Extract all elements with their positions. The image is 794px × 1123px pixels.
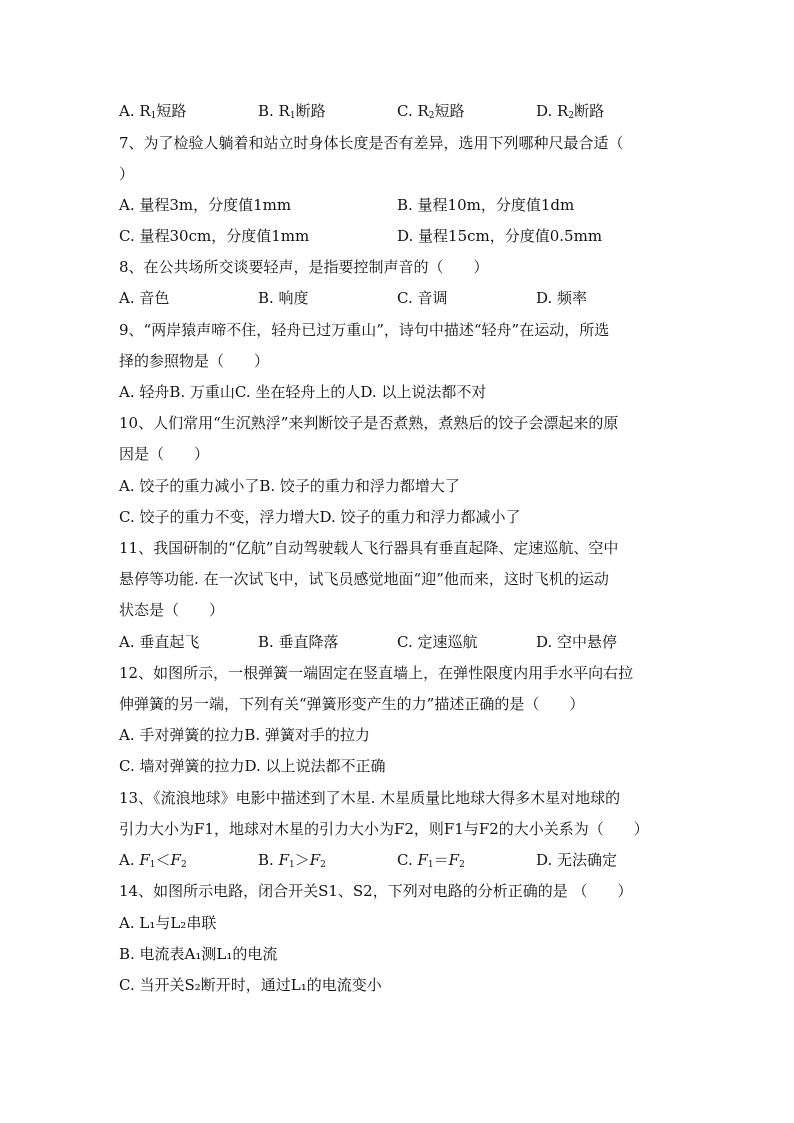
question-13-cont: 引力大小为F1，地球对木星的引力大小为F2，则F1与F2的大小关系为（ ）: [119, 820, 649, 838]
question-13: 13、《流浪地球》电影中描述到了木星. 木星质量比地球大得多木星对地球的: [119, 789, 621, 807]
option-d: D. $R_2$断路: [536, 102, 605, 121]
option-c: C. $R_2$短路: [397, 102, 465, 121]
option-c: C. 量程30cm，分度值1mm: [119, 227, 310, 245]
option-a: A. $R_1$短路: [119, 102, 187, 121]
q12-options-2: C. 墙对弹簧的拉力D. 以上说法都不正确: [119, 757, 386, 775]
q14-option-a: A. L₁与L₂串联: [119, 914, 217, 932]
question-7-cont: ）: [119, 165, 135, 183]
option-d: D. 量程15cm，分度值0.5mm: [397, 227, 603, 245]
question-12-cont: 伸弹簧的另一端，下列有关“弹簧形变产生的力”描述正确的是（ ）: [119, 695, 585, 713]
question-14: 14、如图所示电路，闭合开关S1、S2，下列对电路的分析正确的是 （ ）: [119, 882, 633, 900]
q14-option-c: C. 当开关S₂断开时，通过L₁的电流变小: [119, 976, 382, 994]
question-11: 11、我国研制的“亿航”自动驾驶载人飞行器具有垂直起降、定速巡航、空中: [119, 539, 619, 557]
question-8: 8、在公共场所交谈要轻声，是指要控制声音的（ ）: [119, 258, 489, 276]
question-10-cont: 因是（ ）: [119, 445, 210, 463]
question-10: 10、人们常用“生沉熟浮”来判断饺子是否煮熟，煮熟后的饺子会漂起来的原: [119, 414, 619, 432]
option-a: A. 音色: [119, 289, 170, 307]
question-12: 12、如图所示，一根弹簧一端固定在竖直墙上，在弹性限度内用手水平向右拉: [119, 664, 634, 682]
option-d: D. 空中悬停: [536, 633, 618, 651]
option-a: A. $F_1<F_2$: [119, 851, 187, 870]
option-b: B. $R_1$断路: [258, 102, 326, 121]
question-9-cont: 择的参照物是（ ）: [119, 352, 270, 370]
q10-options-1: A. 饺子的重力减小了B. 饺子的重力和浮力都增大了: [119, 477, 460, 495]
option-d: D. 频率: [536, 289, 588, 307]
question-9: 9、“两岸猿声啼不住，轻舟已过万重山”，诗句中描述“轻舟”在运动，所选: [119, 321, 610, 339]
option-a: A. 量程3m，分度值1mm: [119, 196, 292, 214]
q10-options-2: C. 饺子的重力不变，浮力增大D. 饺子的重力和浮力都减小了: [119, 508, 521, 526]
q9-options: A. 轻舟B. 万重山C. 坐在轻舟上的人D. 以上说法都不对: [119, 383, 487, 401]
option-b: B. $F_1>F_2$: [258, 851, 326, 870]
option-c: C. $F_1=F_2$: [397, 851, 465, 870]
question-11-cont-1: 悬停等功能. 在一次试飞中，试飞员感觉地面“迎”他而来，这时飞机的运动: [119, 570, 609, 588]
option-c: C. 定速巡航: [397, 633, 478, 651]
option-a: A. 垂直起飞: [119, 633, 200, 651]
question-11-cont-2: 状态是（ ）: [119, 601, 225, 619]
option-b: B. 响度: [258, 289, 309, 307]
option-d: D. 无法确定: [536, 851, 618, 869]
option-c: C. 音调: [397, 289, 448, 307]
q12-options-1: A. 手对弹簧的拉力B. 弹簧对手的拉力: [119, 726, 370, 744]
option-b: B. 量程10m，分度值1dm: [397, 196, 575, 214]
question-7: 7、为了检验人躺着和站立时身体长度是否有差异，选用下列哪种尺最合适（: [119, 134, 624, 152]
q14-option-b: B. 电流表A₁测L₁的电流: [119, 945, 278, 963]
option-b: B. 垂直降落: [258, 633, 339, 651]
